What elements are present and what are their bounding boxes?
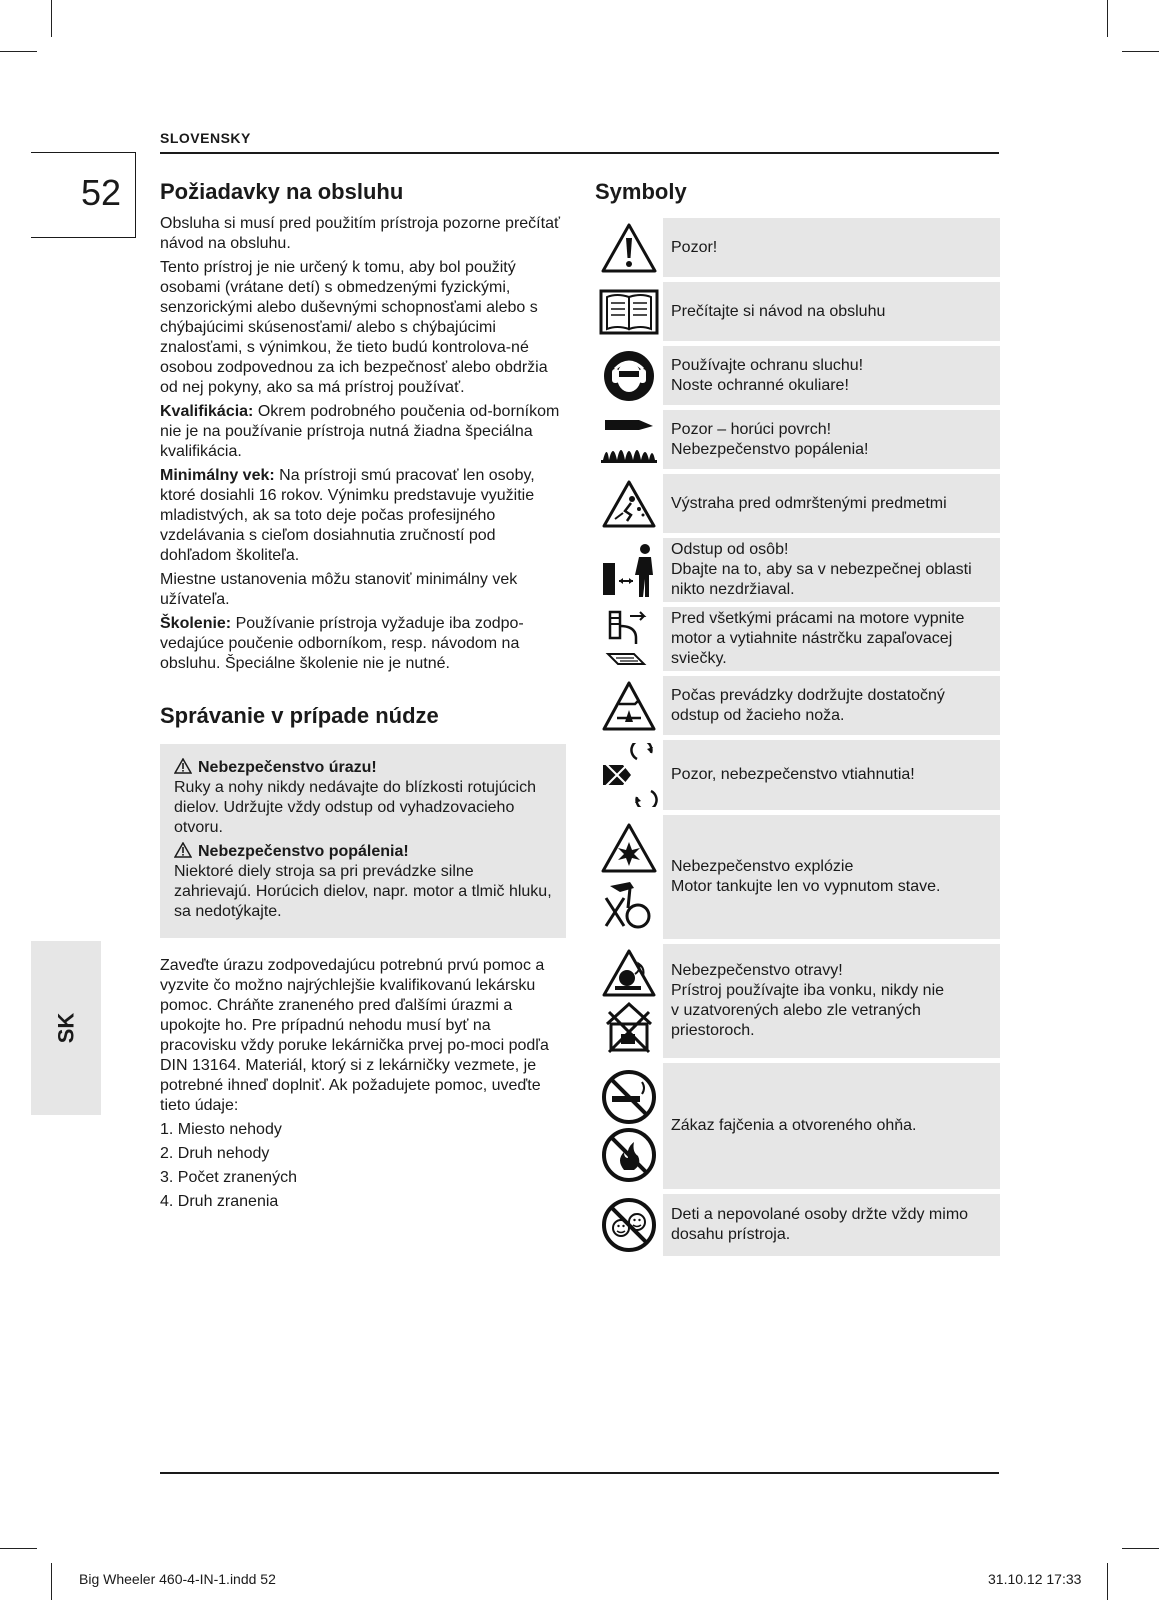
symbol-text: v uzatvorených alebo zle vetraných (671, 1002, 921, 1019)
paragraph-qualification (160, 402, 566, 462)
symbol-text: Nebezpečenstvo explózie (671, 858, 854, 875)
symbol-row-entanglement (595, 740, 1000, 810)
language-tab-label: SK (53, 1012, 78, 1044)
symbol-text: Deti a nepovolané osoby držte vždy mimo (671, 1206, 969, 1223)
warning-injury-text: Ruky a nohy nikdy nedávajte do blízkosti rotujúcich dielov. Udržujte vždy odstup od vyhadzovacieho otvoru. (174, 779, 536, 836)
paragraph-suitability: Tento prístroj je nie určený k tomu, aby bol použitý osobami (vrátane detí) s obmedzenými fyzickými, senzorickými alebo duševnými schopnosťami alebo s chýbajúcimi skúsenosťami/ alebo s chýbajúcimi znalosťami, s výnimkou, že tieto budú kontrolova-né osobou zodpovednou za ich bezpečnosť alebo obdržia od nej pokyny, ako sa má prístroj používať. (160, 259, 548, 396)
paragraph-first-aid: Zaveďte úrazu zodpovedajúcu potrebnú prvú pomoc a vyzvite čo možno najrýchlejšie kvalifikovanú lekársku pomoc. Chráňte zraneného pred ďalšími úrazmi a upokojte ho. Pre prípadnú nehodu musí byť na pracovisku vždy poruke lekárnička prvej po-moci podľa DIN 13164. Materiál, ktorý si z lekárničky vezmete, je potrebné ihneď doplniť. Ak požadujete pomoc, uveďte tieto údaje: (160, 957, 549, 1114)
min-age-text: Na prístroji smú pracovať len osoby, ktoré dosiahli 16 rokov. Výnimku predstavuje využitie mladistvých, ak sa toto deje počas profesijného vzdelávania s cieľom dosiahnutia zručností pod dohľadom školiteľa. (160, 467, 535, 564)
symbol-row-protection (595, 346, 1000, 405)
spark-plug-icon (595, 607, 663, 671)
symbols-column (595, 178, 1000, 1261)
footer-date: 31.10.12 17:33 (988, 1571, 1082, 1587)
training-text: Používanie prístroja vyžaduje iba zodpo-vedajúce poučenie odborníkom, resp. návodom na obsluhu. Špeciálne školenie nie je nutné. (160, 615, 524, 672)
explosion-icon (595, 815, 663, 939)
qualification-text: Okrem podrobného poučenia od-borníkom nie je na používanie prístroja nutná žiadna špeciálna kvalifikácia. (160, 403, 560, 460)
paragraph-min-age (160, 466, 566, 566)
symbol-row-keep-distance (595, 538, 1000, 602)
symbol-text: Pred všetkými prácami na motore vypnite (671, 610, 965, 627)
symbol-text: Dbajte na to, aby sa v nebezpečnej oblasti (671, 561, 972, 578)
hot-surface-icon (595, 410, 663, 469)
symbol-row-warning (595, 218, 1000, 277)
min-age-label: Minimálny vek: (160, 467, 275, 484)
no-smoking-icon (595, 1063, 663, 1189)
warning-burn-text: Niektoré diely stroja sa pri prevádzke silne zahrievajú. Horúcich dielov, napr. motor a tlmič hluku, sa nedotýkajte. (174, 863, 552, 920)
entanglement-icon (595, 740, 663, 810)
warning-triangle-icon (174, 842, 192, 858)
symbol-row-no-smoking (595, 1063, 1000, 1189)
section-label: SLOVENSKY (160, 130, 251, 146)
paragraph-local-rules: Miestne ustanovenia môžu stanoviť minimálny vek užívateľa. (160, 571, 518, 608)
manual-icon (595, 282, 663, 341)
symbol-text: Odstup od osôb! (671, 541, 789, 558)
symbol-text: Motor tankujte len vo vypnutom stave. (671, 878, 941, 895)
qualification-label: Kvalifikácia: (160, 403, 254, 420)
symbol-text: Prečítajte si návod na obsluhu (671, 302, 886, 320)
symbol-text: odstup od žacieho noža. (671, 706, 845, 724)
symbol-text: Noste ochranné okuliare! (671, 376, 849, 394)
symbol-row-explosion (595, 815, 1000, 939)
page-number: 52 (80, 172, 121, 213)
symbol-text: sviečky. (671, 650, 727, 667)
symbol-row-blade-distance (595, 676, 1000, 735)
footer-file: Big Wheeler 460-4-IN-1.indd 52 (79, 1571, 276, 1587)
paragraph-training (160, 614, 566, 674)
heading-requirements: Požiadavky na obsluhu (160, 179, 404, 204)
warning-burn-title-row (174, 842, 552, 862)
warning-box (160, 744, 566, 938)
symbol-row-manual (595, 282, 1000, 341)
symbol-text: Pozor, nebezpečenstvo vtiahnutia! (671, 766, 915, 783)
list-item: 4. Druh zranenia (160, 1193, 279, 1210)
warning-injury-title-row (174, 758, 552, 778)
blade-distance-icon (595, 676, 663, 735)
symbol-text: Nebezpečenstvo otravy! (671, 962, 843, 979)
list-item: 3. Počet zranených (160, 1169, 297, 1186)
symbol-text: motor a vytiahnite nástrčku zapaľovacej (671, 630, 953, 647)
heading-symbols: Symboly (595, 179, 687, 204)
paragraph-intro: Obsluha si musí pred použitím prístroja pozorne prečítať návod na obsluhu. (160, 215, 560, 252)
symbol-text: Prístroj používajte iba vonku, nikdy nie (671, 982, 945, 999)
symbol-text: Pozor! (671, 238, 718, 256)
symbol-text: Zákaz fajčenia a otvoreného ohňa. (671, 1117, 917, 1134)
symbol-text: Pozor – horúci povrch! (671, 420, 832, 438)
symbol-row-thrown-objects (595, 474, 1000, 533)
left-column (160, 178, 566, 1216)
keep-children-away-icon (595, 1194, 663, 1256)
symbol-text: Používajte ochranu sluchu! (671, 356, 864, 374)
symbol-row-children (595, 1194, 1000, 1256)
ear-eye-protection-icon (595, 346, 663, 405)
symbol-text: Nebezpečenstvo popálenia! (671, 440, 869, 458)
symbol-text: priestoroch. (671, 1022, 755, 1039)
symbol-row-poisoning (595, 944, 1000, 1058)
bottom-rule (160, 1472, 999, 1474)
training-label: Školenie: (160, 615, 232, 632)
language-tab-label-wrap (31, 941, 101, 1115)
warning-burn-title: Nebezpečenstvo popálenia! (198, 843, 409, 860)
warning-triangle-icon (174, 758, 192, 774)
top-rule (160, 152, 999, 154)
keep-distance-icon (595, 538, 663, 602)
warning-injury-title: Nebezpečenstvo úrazu! (198, 759, 377, 776)
symbol-text: Výstraha pred odmrštenými predmetmi (671, 494, 947, 512)
list-item: 2. Druh nehody (160, 1145, 270, 1162)
thrown-objects-icon (595, 474, 663, 533)
symbol-row-spark-plug (595, 607, 1000, 671)
symbol-text: Počas prevádzky dodržujte dostatočný (671, 686, 945, 704)
poisoning-icon (595, 944, 663, 1058)
symbol-text: nikto nezdržiaval. (671, 581, 795, 598)
symbol-text: dosahu prístroja. (671, 1226, 791, 1243)
heading-emergency: Správanie v prípade núdze (160, 703, 439, 728)
symbol-row-hot-surface (595, 410, 1000, 469)
list-item: 1. Miesto nehody (160, 1121, 282, 1138)
warning-icon (595, 218, 663, 277)
